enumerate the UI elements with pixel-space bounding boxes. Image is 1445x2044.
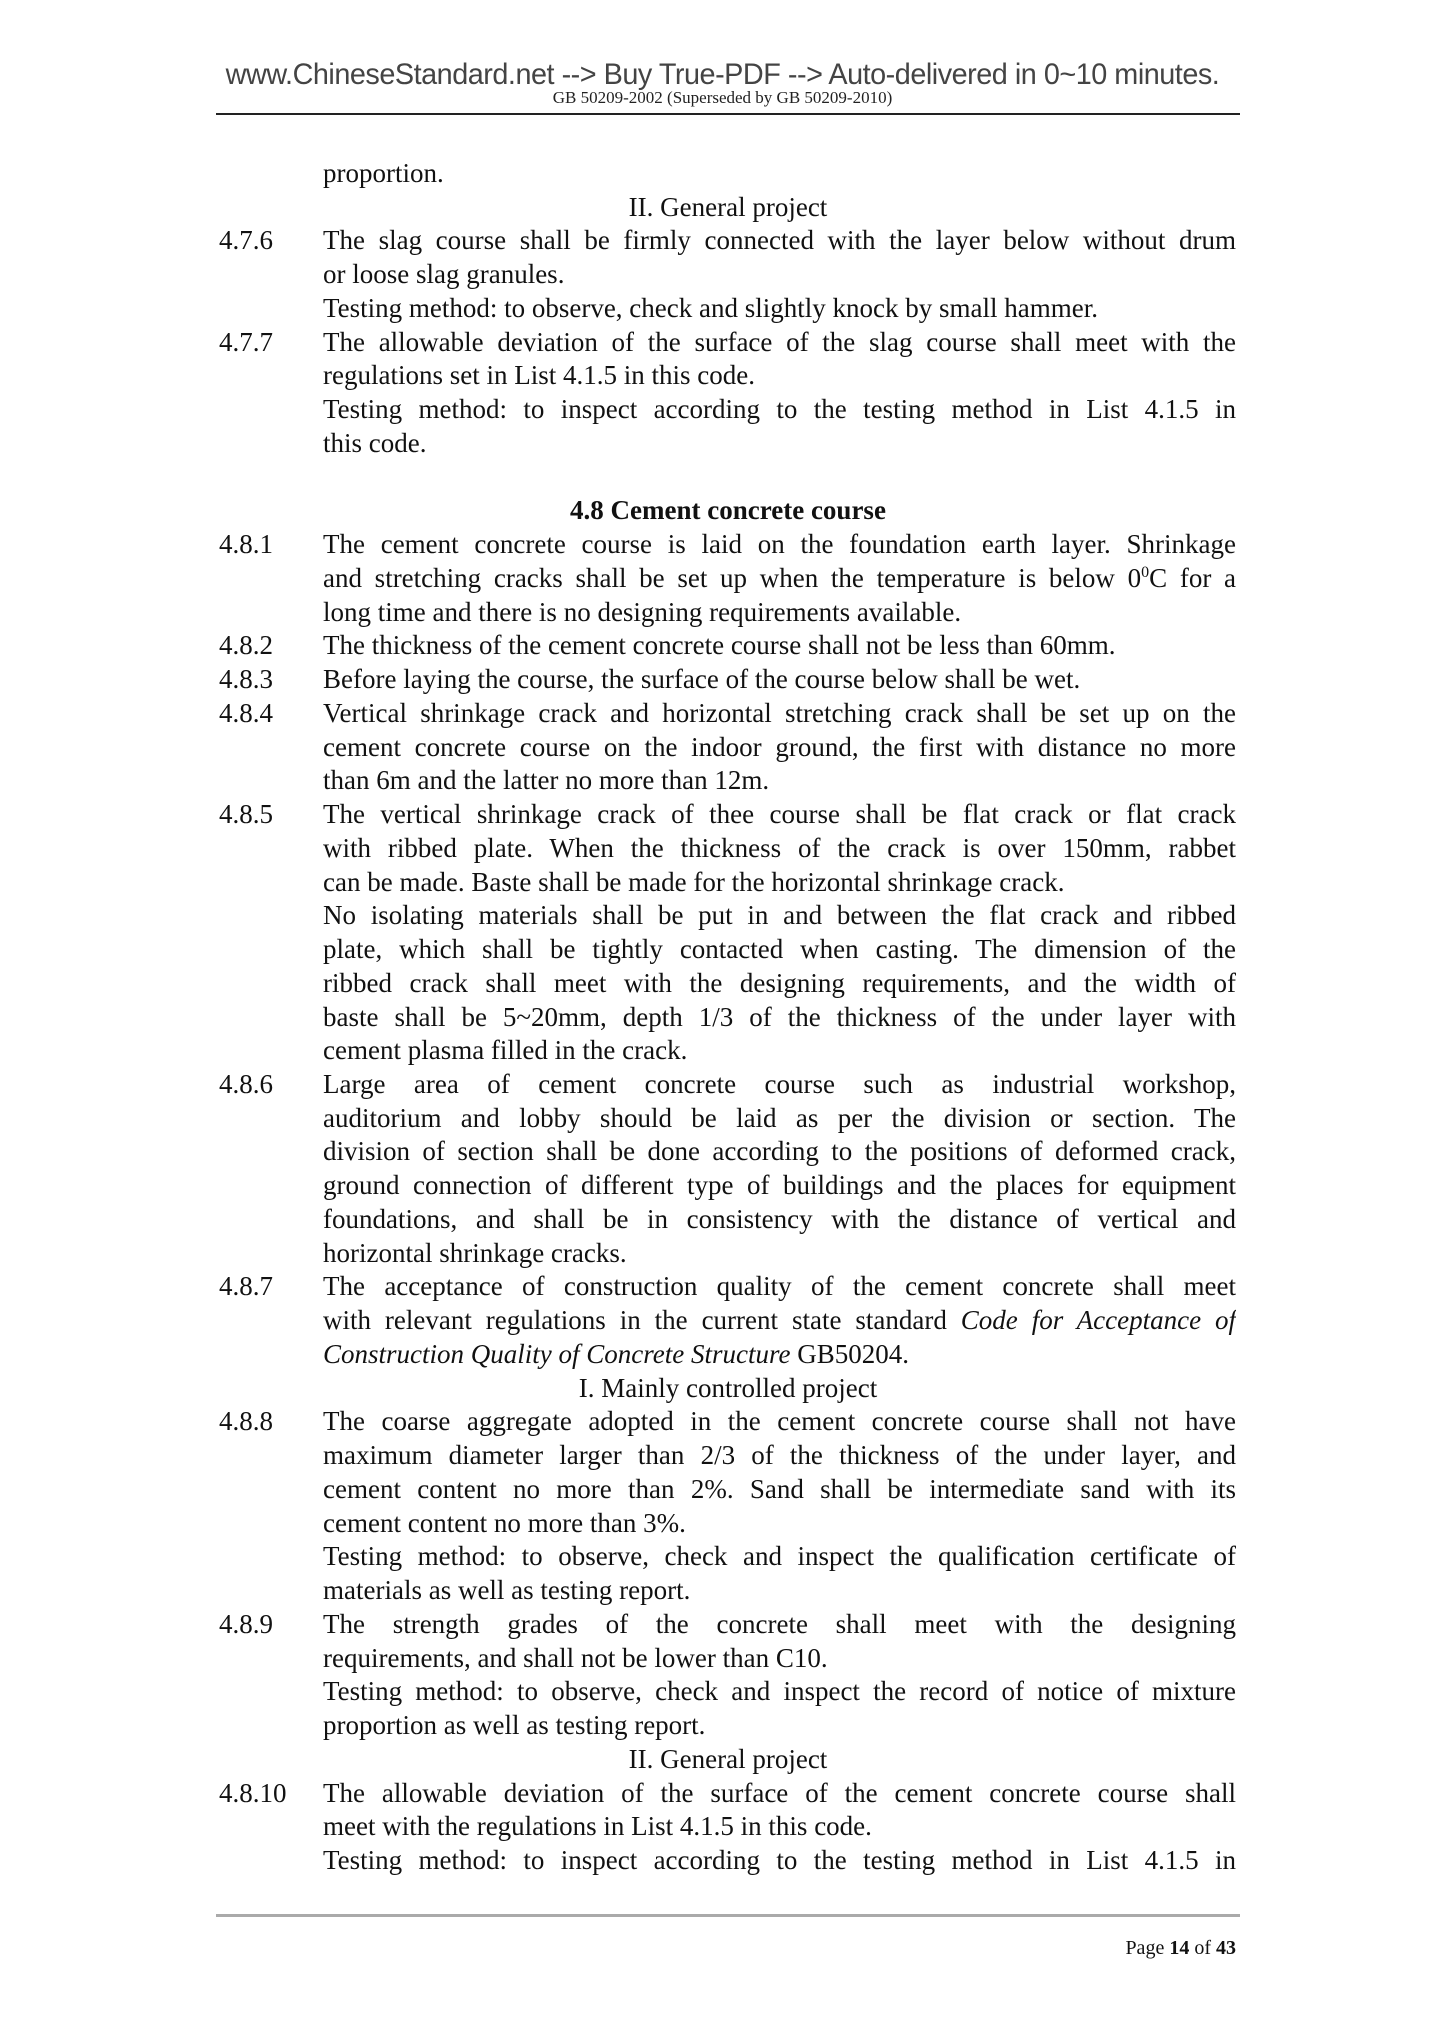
text-run: cement plasma filled in the crack. bbox=[323, 1035, 688, 1066]
text-run: No isolating materials shall be put in and between the flat crack and ribbed bbox=[323, 900, 1236, 931]
text-line bbox=[323, 1810, 1236, 1844]
text-line bbox=[323, 764, 1236, 798]
text-run: cement content no more than 3%. bbox=[323, 1507, 686, 1538]
text-run: with ribbed plate. When the thickness of the crack is over 150mm, rabbet bbox=[323, 832, 1236, 863]
text-line bbox=[323, 697, 1236, 731]
clause-number: 4.8.10 bbox=[219, 1777, 287, 1808]
superscript: 0 bbox=[1141, 563, 1150, 581]
text-run: Testing method: to observe, check and inspect the record of notice of mixture bbox=[323, 1676, 1236, 1707]
text-run: 4.8 Cement concrete course bbox=[570, 495, 886, 526]
text-run: ground connection of different type of buildings and the places for equipment bbox=[323, 1170, 1236, 1201]
text-run: and stretching cracks shall be set up when the temperature is below 0 bbox=[323, 562, 1142, 593]
text-line bbox=[323, 1540, 1236, 1574]
text-run: Large area of cement concrete course such as industrial workshop, bbox=[323, 1068, 1236, 1099]
text-line bbox=[323, 1135, 1236, 1169]
text-run: auditorium and lobby should be laid as per the division or section. The bbox=[323, 1102, 1236, 1133]
text-line bbox=[323, 1709, 1236, 1743]
clause-number: 4.8.6 bbox=[219, 1068, 273, 1099]
text-line bbox=[323, 1034, 1236, 1068]
text-line bbox=[323, 1169, 1236, 1203]
text-run: proportion. bbox=[323, 158, 444, 188]
text-line bbox=[323, 1507, 1236, 1541]
page-number bbox=[1125, 1936, 1236, 1960]
text-line bbox=[323, 157, 1236, 191]
text-run: ribbed crack shall meet with the designing requirements, and the width of bbox=[323, 967, 1236, 998]
text-line bbox=[323, 1102, 1236, 1136]
text-line bbox=[323, 899, 1236, 933]
text-run: The acceptance of construction quality of the cement concrete shall meet bbox=[323, 1271, 1236, 1302]
text-line bbox=[323, 596, 1236, 630]
text-run: with relevant regulations in the current state standard bbox=[323, 1305, 961, 1336]
clause-number: 4.8.5 bbox=[219, 799, 273, 830]
text-line bbox=[323, 562, 1236, 596]
text-run: II. General project bbox=[628, 191, 828, 222]
text-run: foundations, and shall be in consistency with the distance of vertical and bbox=[323, 1203, 1236, 1234]
text-run: The allowable deviation of the surface of the slag course shall meet with the bbox=[323, 326, 1236, 357]
text-line bbox=[323, 1068, 1236, 1102]
clause-number: 4.8.2 bbox=[219, 630, 273, 661]
text-run: The thickness of the cement concrete course shall not be less than 60mm. bbox=[323, 630, 1116, 661]
text-line bbox=[323, 967, 1236, 1001]
text-run: Testing method: to observe, check and inspect the qualification certificate of bbox=[323, 1541, 1236, 1572]
text-run: C for a bbox=[1149, 562, 1236, 593]
text-line bbox=[323, 1270, 1236, 1304]
text-run: requirements, and shall not be lower than C10. bbox=[323, 1642, 828, 1673]
document-subtitle: GB 50209-2002 (Superseded by GB 50209-2010) bbox=[552, 88, 893, 107]
clause-number: 4.8.9 bbox=[219, 1608, 273, 1639]
text-run: GB50204. bbox=[790, 1338, 909, 1369]
text-line bbox=[323, 326, 1236, 360]
text-run: maximum diameter larger than 2/3 of the thickness of the under layer, and bbox=[323, 1440, 1236, 1471]
text-line bbox=[323, 359, 1236, 393]
text-line bbox=[323, 224, 1236, 258]
text-run: The strength grades of the concrete shall meet with the designing bbox=[323, 1608, 1236, 1639]
text-line bbox=[323, 393, 1236, 427]
text-run: The slag course shall be firmly connected with the layer below without drum bbox=[323, 225, 1236, 256]
text-run: long time and there is no designing requirements available. bbox=[323, 596, 962, 627]
text-line bbox=[323, 1777, 1236, 1811]
text-line bbox=[323, 629, 1236, 663]
text-line bbox=[323, 1642, 1236, 1676]
text-line bbox=[323, 1304, 1236, 1338]
text-line bbox=[323, 1203, 1236, 1237]
text-run: Vertical shrinkage crack and horizontal stretching crack shall be set up on the bbox=[323, 697, 1236, 728]
text-run: baste shall be 5~20mm, depth 1/3 of the thickness of the under layer with bbox=[323, 1001, 1236, 1032]
text-run: meet with the regulations in List 4.1.5 in this code. bbox=[323, 1811, 872, 1842]
text-line bbox=[323, 731, 1236, 765]
text-run: Testing method: to observe, check and slightly knock by small hammer. bbox=[323, 292, 1098, 323]
subsection-heading bbox=[216, 191, 1240, 225]
header-divider bbox=[216, 113, 1240, 115]
text-line bbox=[323, 1439, 1236, 1473]
subsection-heading bbox=[216, 1743, 1240, 1777]
text-line bbox=[323, 258, 1236, 292]
text-run: regulations set in List 4.1.5 in this code. bbox=[323, 360, 755, 391]
subsection-heading bbox=[216, 1372, 1240, 1406]
clause-number: 4.7.6 bbox=[219, 225, 273, 256]
clause-number: 4.8.8 bbox=[219, 1406, 273, 1437]
text-run: Testing method: to inspect according to the testing method in List 4.1.5 in bbox=[323, 394, 1236, 425]
footer-divider bbox=[216, 1914, 1240, 1917]
text-run: II. General project bbox=[628, 1743, 828, 1774]
text-run: I. Mainly controlled project bbox=[578, 1372, 878, 1403]
text-line bbox=[323, 1608, 1236, 1642]
text-run: horizontal shrinkage cracks. bbox=[323, 1237, 627, 1268]
text-run: The cement concrete course is laid on the foundation earth layer. Shrinkage bbox=[323, 529, 1236, 560]
clause-number: 4.8.4 bbox=[219, 697, 273, 728]
text-line bbox=[323, 1001, 1236, 1035]
clause-number: 4.8.7 bbox=[219, 1271, 273, 1302]
page-of: of bbox=[1194, 1937, 1211, 1959]
italic-title: Construction Quality of Concrete Structure bbox=[323, 1338, 791, 1369]
text-run: this code. bbox=[323, 427, 427, 458]
text-run: materials as well as testing report. bbox=[323, 1575, 691, 1606]
text-run: or loose slag granules. bbox=[323, 259, 565, 290]
text-line bbox=[323, 528, 1236, 562]
text-run: can be made. Baste shall be made for the horizontal shrinkage crack. bbox=[323, 866, 1065, 897]
text-run: cement concrete course on the indoor ground, the first with distance no more bbox=[323, 731, 1236, 762]
text-run: The vertical shrinkage crack of thee course shall be flat crack or flat crack bbox=[323, 799, 1236, 830]
text-run: division of section shall be done according to the positions of deformed crack, bbox=[323, 1136, 1236, 1167]
text-line bbox=[323, 1405, 1236, 1439]
text-run: cement content no more than 2%. Sand shall be intermediate sand with its bbox=[323, 1473, 1236, 1504]
text-run: plate, which shall be tightly contacted when casting. The dimension of the bbox=[323, 934, 1236, 965]
total-pages: 43 bbox=[1216, 1937, 1236, 1959]
text-line bbox=[323, 292, 1236, 326]
text-line bbox=[323, 798, 1236, 832]
text-line bbox=[323, 427, 1236, 461]
site-banner[interactable]: www.ChineseStandard.net --> Buy True-PDF --> Auto-delivered in 0~10 minutes. bbox=[225, 58, 1220, 91]
text-line bbox=[323, 1675, 1236, 1709]
text-line bbox=[323, 1473, 1236, 1507]
text-run: The allowable deviation of the surface of the cement concrete course shall bbox=[323, 1777, 1236, 1808]
text-line bbox=[323, 933, 1236, 967]
text-run: The coarse aggregate adopted in the cement concrete course shall not have bbox=[323, 1406, 1236, 1437]
page-prefix: Page bbox=[1125, 1937, 1165, 1959]
text-line bbox=[323, 1237, 1236, 1271]
text-line bbox=[323, 663, 1236, 697]
text-line bbox=[323, 1574, 1236, 1608]
italic-title: Code for Acceptance of bbox=[960, 1305, 1236, 1336]
clause-number: 4.8.1 bbox=[219, 529, 273, 560]
text-line bbox=[323, 832, 1236, 866]
text-line bbox=[323, 1338, 1236, 1372]
text-run: Before laying the course, the surface of the course below shall be wet. bbox=[323, 664, 1081, 695]
section-heading bbox=[216, 494, 1240, 528]
text-line bbox=[323, 1844, 1236, 1878]
text-run: than 6m and the latter no more than 12m. bbox=[323, 765, 770, 796]
clause-number: 4.7.7 bbox=[219, 326, 273, 357]
text-run: proportion as well as testing report. bbox=[323, 1710, 706, 1741]
clause-number: 4.8.3 bbox=[219, 664, 273, 695]
current-page: 14 bbox=[1169, 1937, 1190, 1959]
text-line bbox=[323, 866, 1236, 900]
text-run: Testing method: to inspect according to the testing method in List 4.1.5 in bbox=[323, 1845, 1236, 1875]
